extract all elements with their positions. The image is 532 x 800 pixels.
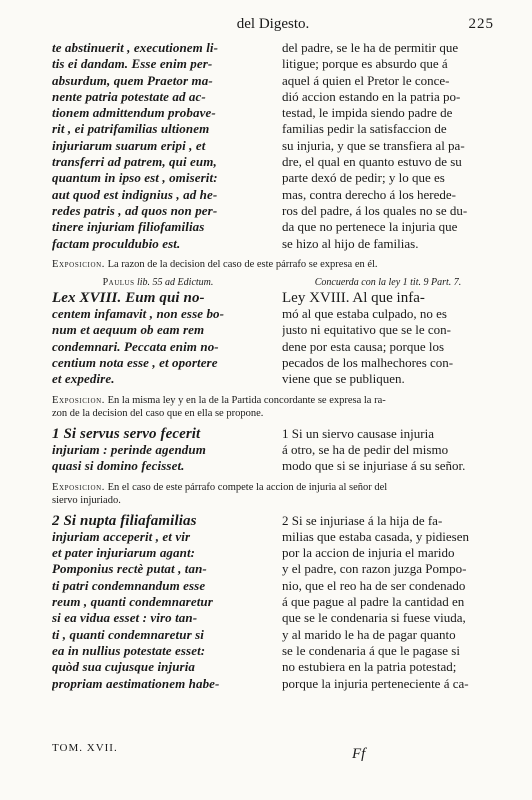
text-line: ros del padre, á los quales no se du- — [282, 202, 468, 218]
exposicion-text: En la misma ley y en la de la Partida concordante se expresa la ra- — [107, 394, 386, 406]
text-line: pecados de los malhechores con- — [282, 355, 454, 371]
exposicion-note — [52, 481, 494, 507]
volume-mark: TOM. XVII. — [52, 742, 118, 754]
text-line: dene por esta causa; porque los — [282, 338, 445, 354]
text-line: tis ei dandam. Esse enim per- — [52, 56, 213, 72]
text-line: testad, le impida siendo padre de — [282, 105, 453, 121]
text-line: quòd sua cujusque injuria — [52, 659, 196, 675]
text-line: á que pague al padre la cantidad en — [282, 594, 465, 610]
section-continuation — [52, 40, 494, 252]
text-line: y el padre, con razon juzga Pompo- — [282, 561, 467, 577]
text-line: rit , ei patrifamilias ultionem — [52, 121, 210, 137]
text-line: 1 Si servus servo fecerit — [52, 425, 201, 442]
page-footer — [52, 738, 494, 768]
text-line: dre, el qual en quanto estuvo de su — [282, 154, 462, 170]
exposicion-text: La razon de la decision del caso de este párrafo se expresa en él. — [107, 258, 378, 270]
text-line: mas, contra derecho á los herede- — [282, 186, 456, 202]
text-line: injuriarum suarum eripi , et — [52, 137, 206, 153]
latin-column — [52, 426, 264, 475]
text-line: justo ni equitativo que se le con- — [282, 322, 451, 338]
text-line: aut quod est indignius , ad he- — [52, 186, 218, 202]
exposicion-text: En el caso de este párrafo compete la accion de injuria al señor del — [107, 481, 388, 493]
text-line: dió accion estando en la patria po- — [282, 88, 461, 104]
latin-column — [52, 40, 264, 252]
text-line: injuriam : perinde agendum — [52, 441, 206, 457]
text-line: tinere injuriam filiofamilias — [52, 219, 205, 235]
text-line: nente patria potestate ad ac- — [52, 88, 206, 104]
text-line: injuriam acceperit , et vir — [52, 528, 191, 544]
text-line: parte dexó de pedir; y lo que es — [282, 170, 445, 186]
spanish-column — [282, 513, 494, 692]
text-line: condemnari. Peccata enim no- — [52, 338, 219, 354]
source-citation: lib. 55 ad Edictum. — [137, 276, 214, 288]
exposicion-note — [52, 394, 494, 420]
text-line: á otro, se ha de pedir del mismo — [282, 441, 449, 457]
text-line: Pomponius rectè putat , tan- — [52, 561, 207, 577]
text-line: transferri ad patrem, qui eum, — [52, 154, 217, 170]
exposicion-text: zon de la decision del caso que en ella se propone. — [52, 407, 264, 419]
latin-column — [52, 290, 264, 388]
latin-column — [52, 513, 264, 692]
exposicion-text: siervo injuriado. — [52, 494, 121, 506]
text-line: milias que estaba casada, y pidiesen — [282, 528, 469, 544]
text-line: modo que si se injuriase á su señor. — [282, 458, 466, 474]
text-line: y al marido le ha de pagar quanto — [282, 626, 456, 642]
text-line: mó al que estaba culpado, no es — [282, 306, 447, 322]
text-line: aquel á quien el Pretor le conce- — [282, 72, 450, 88]
page-number: 225 — [468, 16, 494, 32]
exposicion-label: Exposicion. — [52, 258, 105, 270]
text-line: familias pedir la satisfaccion de — [282, 121, 447, 137]
text-line: porque la injuria perteneciente á ca- — [282, 675, 469, 691]
law-xviii — [52, 290, 494, 388]
exposicion-label: Exposicion. — [52, 481, 105, 493]
text-line: redes patris , ad quos non per- — [52, 202, 218, 218]
text-line: quasi si domino fecisset. — [52, 458, 185, 474]
latin-source-reference — [52, 277, 264, 288]
text-line: num et aequum ob eam rem — [52, 322, 205, 338]
spanish-column — [282, 426, 494, 475]
paragraph-1 — [52, 426, 494, 475]
text-line: centium nota esse , et oportere — [52, 355, 218, 371]
text-line: et expedire. — [52, 371, 115, 387]
text-line: quantum in ipso est , omiserit: — [52, 170, 218, 186]
text-line: ea in nullius potestate esset: — [52, 642, 206, 658]
text-line: Lex XVIII. Eum qui no- — [52, 289, 205, 306]
page — [52, 14, 494, 692]
spanish-column — [282, 40, 494, 252]
text-line: te abstinuerit , executionem li- — [52, 40, 219, 55]
signature-mark: Ff — [352, 746, 366, 762]
exposicion-label: Exposicion. — [52, 394, 105, 406]
text-line: por la accion de injuria el marido — [282, 545, 455, 561]
text-line: se le condenaria á que le pagase si — [282, 642, 460, 658]
text-line: litigue; porque es absurdo que á — [282, 56, 448, 72]
text-line: propriam aestimationem habe- — [52, 675, 220, 691]
running-header — [52, 14, 494, 40]
text-line: absurdum, quem Praetor ma- — [52, 72, 213, 88]
text-line: no estubiera en la patria potestad; — [282, 659, 457, 675]
text-line: 2 Si nupta filiafamilias — [52, 512, 197, 529]
text-line: del padre, se le ha de permitir que — [282, 40, 459, 55]
text-line: tionem admittendum probave- — [52, 105, 216, 121]
paragraph-2 — [52, 513, 494, 692]
text-line: viene que se publiquen. — [282, 371, 405, 387]
spanish-concordance-reference: Concuerda con la ley 1 tit. 9 Part. 7. — [314, 276, 462, 288]
author-name: Paulus — [102, 276, 135, 288]
text-line: ti , quanti condemnaretur si — [52, 626, 204, 642]
text-line: da que no pertenece la injuria que — [282, 219, 458, 235]
source-references — [52, 277, 494, 288]
text-line: 2 Si se injuriase á la hija de fa- — [282, 512, 443, 528]
text-line: centem infamavit , non esse bo- — [52, 306, 225, 322]
text-line: 1 Si un siervo causase injuria — [282, 425, 434, 441]
spanish-column — [282, 290, 494, 388]
text-line: que se le condenaria si fuese viuda, — [282, 610, 466, 626]
text-line: ti patri condemnandum esse — [52, 577, 206, 593]
text-line: Ley XVIII. Al que infa- — [282, 289, 425, 306]
text-line: se hizo al hijo de familias. — [282, 235, 419, 251]
text-line: si ea vidua esset : viro tan- — [52, 610, 198, 626]
text-line: nio, que el reo ha de ser condenado — [282, 577, 466, 593]
exposicion-note — [52, 258, 494, 271]
text-line: su injuria, y que se transfiera al pa- — [282, 137, 465, 153]
text-line: reum , quanti condemnaretur — [52, 594, 213, 610]
text-line: factam proculdubio est. — [52, 235, 181, 251]
text-line: et pater injuriarum agant: — [52, 545, 196, 561]
running-title: del Digesto. — [236, 16, 310, 32]
